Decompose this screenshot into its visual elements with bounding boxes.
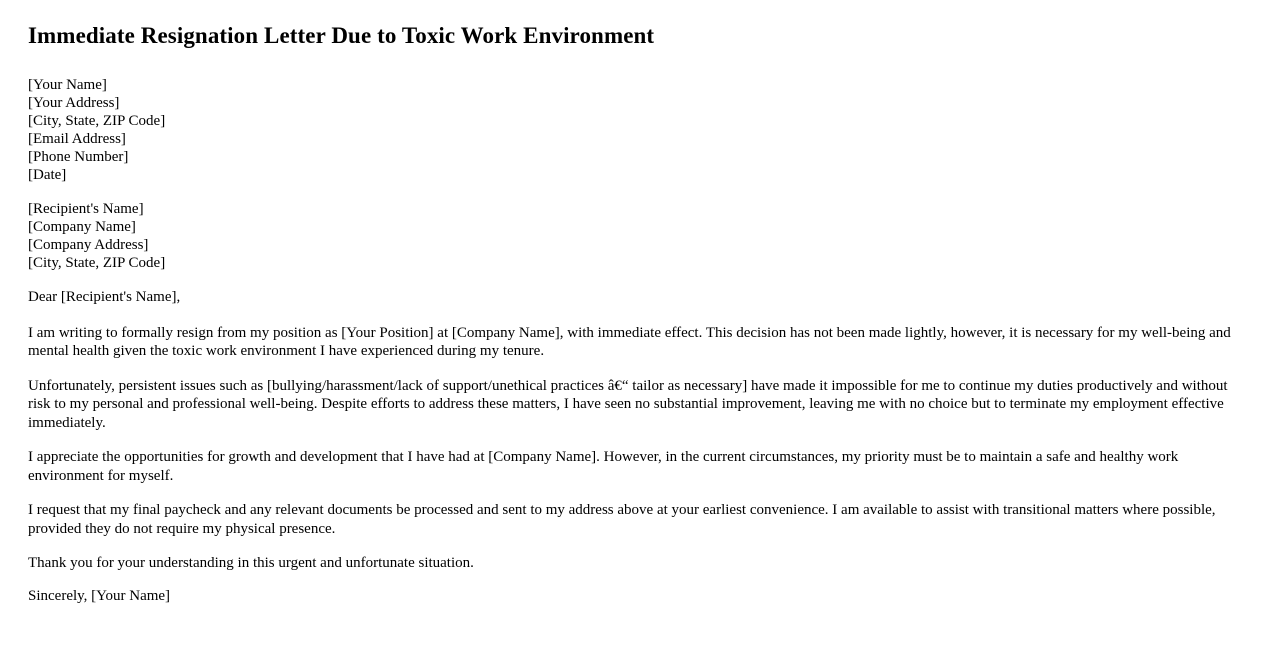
recipient-address-block [28, 200, 1250, 272]
sender-city-state-zip: [City, State, ZIP Code] [28, 112, 166, 129]
body-paragraph-1: I am writing to formally resign from my position as [Your Position] at [Company Name], with immediate effect. This decision has not been made lightly, however, it is necessary for my well-being and mental health given the toxic work environment I have experienced during my tenure. [28, 324, 1231, 360]
body-paragraph-5: Thank you for your understanding in this urgent and unfortunate situation. [28, 555, 474, 572]
recipient-name: [Recipient's Name] [28, 200, 144, 217]
sender-address-block [28, 76, 1250, 184]
body-paragraph-2: Unfortunately, persistent issues such as [bullying/harassment/lack of support/unethical practices â€“ tailor as necessary] have made it impossible for me to continue my duties productively and without risk to my personal and professional well-being. Despite efforts to address these matters, I have seen no substantial improvement, leaving me with no choice but to terminate my employment effective immediately. [28, 377, 1228, 431]
body-paragraph-3: I appreciate the opportunities for growth and development that I have had at [Company Name]. However, in the current circumstances, my priority must be to maintain a safe and healthy work environment for myself. [28, 449, 1179, 484]
recipient-city-state-zip: [City, State, ZIP Code] [28, 254, 166, 271]
signature-block [28, 587, 1250, 605]
page-title: Immediate Resignation Letter Due to Toxic Work Environment [28, 23, 655, 48]
letter-date: [Date] [28, 166, 67, 183]
sender-name: [Your Name] [28, 76, 107, 93]
sender-phone: [Phone Number] [28, 148, 129, 165]
sender-email: [Email Address] [28, 130, 126, 147]
recipient-company: [Company Name] [28, 218, 136, 235]
sender-address: [Your Address] [28, 94, 120, 111]
salutation: Dear [Recipient's Name], [28, 288, 181, 305]
closing-line: Sincerely, [28, 587, 88, 604]
body-paragraph-4: I request that my final paycheck and any relevant documents be processed and sent to my address above at your earliest convenience. I am available to assist with transitional matters where possible, provided they do not require my physical presence. [28, 502, 1216, 537]
recipient-address: [Company Address] [28, 236, 149, 253]
signature-name: [Your Name] [91, 587, 171, 604]
